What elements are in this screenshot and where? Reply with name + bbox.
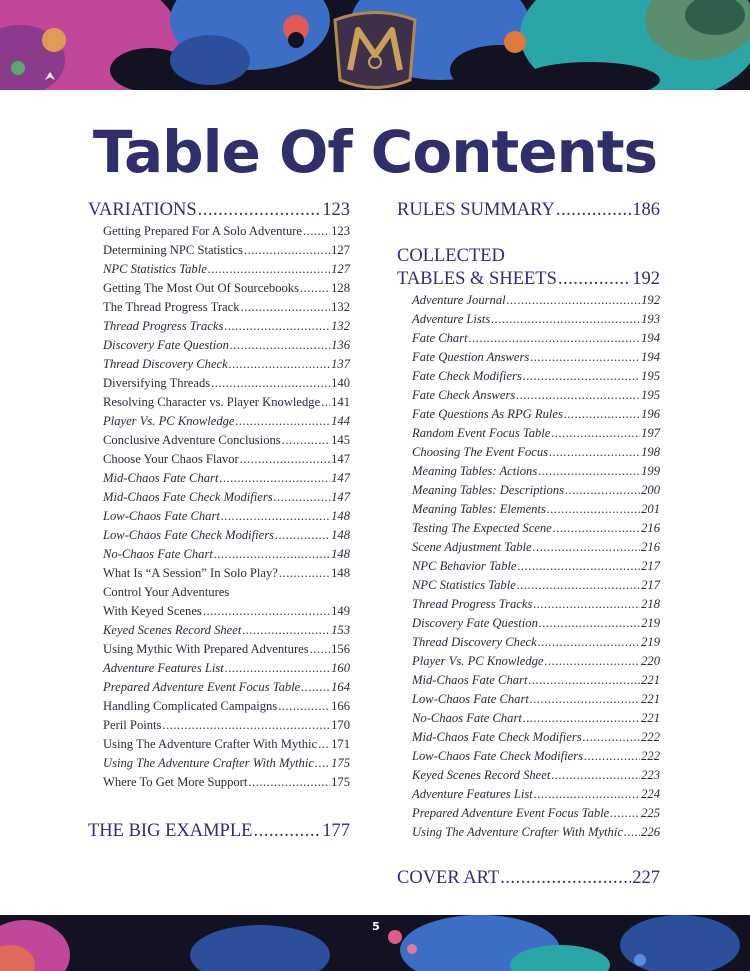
entry-title: Low-Chaos Fate Chart <box>412 692 529 706</box>
dot-leader <box>551 766 640 785</box>
dot-leader <box>538 633 640 652</box>
entry-title: Thread Progress Tracks <box>103 319 224 333</box>
dot-leader <box>584 747 640 766</box>
toc-entry[interactable] <box>88 393 350 412</box>
entry-title: Keyed Scenes Record Sheet <box>103 623 242 637</box>
dot-leader <box>517 576 640 595</box>
toc-entry[interactable] <box>88 507 350 526</box>
section-label: RULES SUMMARY <box>397 200 555 220</box>
entry-page: 192 <box>641 293 660 307</box>
entry-page: 175 <box>331 775 350 789</box>
entry-title: Low-Chaos Fate Chart <box>103 509 220 523</box>
entry-page: 132 <box>331 300 350 314</box>
entry-title: Adventure Journal <box>412 293 506 307</box>
dot-leader <box>275 526 330 545</box>
entry-title: Determining NPC Statistics <box>103 243 243 257</box>
section-label: VARIATIONS <box>88 200 197 220</box>
toc-entry[interactable] <box>397 614 660 633</box>
entry-page: 132 <box>331 319 350 333</box>
toc-entry[interactable] <box>397 766 660 785</box>
toc-entry[interactable] <box>88 678 350 697</box>
entry-title: NPC Statistics Table <box>103 262 207 276</box>
section-page: 192 <box>632 269 660 289</box>
dot-leader <box>551 424 640 443</box>
dot-leader <box>547 500 640 519</box>
toc-right-column <box>397 198 660 890</box>
entry-title: Low-Chaos Fate Check Modifiers <box>412 749 584 763</box>
section-label: COVER ART <box>397 868 500 888</box>
toc-entry[interactable] <box>397 728 660 747</box>
dot-leader <box>225 659 330 678</box>
dot-leader <box>318 735 330 754</box>
entry-title: Resolving Character vs. Player Knowledge <box>103 395 321 409</box>
entry-title: Fate Check Modifiers <box>412 369 522 383</box>
entry-page: 123 <box>331 224 350 238</box>
entry-page: 196 <box>641 407 660 421</box>
toc-entry[interactable] <box>88 317 350 336</box>
dot-leader <box>624 823 640 842</box>
entry-page: 222 <box>641 730 660 744</box>
toc-entry[interactable] <box>397 462 660 481</box>
toc-entry[interactable] <box>88 431 350 450</box>
dot-leader <box>549 443 640 462</box>
toc-entry[interactable] <box>397 576 660 595</box>
entry-page: 147 <box>331 471 350 485</box>
dot-leader <box>610 804 640 823</box>
toc-section-big-example[interactable] <box>88 819 350 843</box>
toc-left-column <box>88 198 350 843</box>
dot-leader <box>553 519 640 538</box>
dot-leader <box>274 488 330 507</box>
dot-leader <box>303 222 330 241</box>
dot-leader <box>229 355 330 374</box>
dot-leader <box>282 431 330 450</box>
entry-title: Fate Chart <box>412 331 468 345</box>
entry-title: With Keyed Scenes <box>103 604 202 618</box>
toc-entry[interactable] <box>88 488 350 507</box>
entry-title: No-Chaos Fate Chart <box>412 711 522 725</box>
entry-title: Thread Discovery Check <box>412 635 537 649</box>
entry-page: 175 <box>331 756 350 770</box>
dot-leader <box>558 267 631 291</box>
toc-entry[interactable] <box>88 564 350 583</box>
entry-page: 147 <box>331 490 350 504</box>
toc-entry[interactable] <box>397 310 660 329</box>
toc-entry[interactable] <box>88 279 350 298</box>
dot-leader <box>278 697 330 716</box>
dot-leader <box>500 866 631 890</box>
entry-title: Meaning Tables: Descriptions <box>412 483 565 497</box>
entry-page: 153 <box>331 623 350 637</box>
entry-page: 156 <box>331 642 350 656</box>
entry-title: Getting Prepared For A Solo Adventure <box>103 224 303 238</box>
entry-page: 201 <box>641 502 660 516</box>
dot-leader <box>162 716 330 735</box>
dot-leader <box>538 462 640 481</box>
dot-leader <box>242 621 330 640</box>
entry-title: Using The Adventure Crafter With Mythic <box>412 825 623 839</box>
entry-page: 219 <box>641 616 660 630</box>
entry-title: Where To Get More Support <box>103 775 248 789</box>
toc-entry[interactable] <box>397 500 660 519</box>
toc-section-rules-summary[interactable] <box>397 198 660 222</box>
dot-leader <box>321 393 330 412</box>
entry-page: 199 <box>641 464 660 478</box>
toc-section-collected-line1[interactable]: COLLECTED <box>397 246 505 266</box>
entry-page: 224 <box>641 787 660 801</box>
dot-leader <box>491 310 640 329</box>
entry-title: Fate Question Answers <box>412 350 530 364</box>
entry-title: Discovery Fate Question <box>412 616 538 630</box>
entry-title: Mid-Chaos Fate Check Modifiers <box>103 490 273 504</box>
toc-section-collected[interactable] <box>397 267 660 291</box>
dot-leader <box>533 595 640 614</box>
toc-entry[interactable] <box>88 640 350 659</box>
toc-entry[interactable] <box>397 519 660 538</box>
entry-page: 221 <box>641 711 660 725</box>
toc-entry[interactable] <box>88 450 350 469</box>
entry-title: Prepared Adventure Event Focus Table <box>412 806 610 820</box>
entry-page: 193 <box>641 312 660 326</box>
toc-entry[interactable] <box>397 804 660 823</box>
toc-entry[interactable] <box>88 716 350 735</box>
toc-entry[interactable] <box>397 538 660 557</box>
dot-leader <box>533 538 640 557</box>
entry-page: 137 <box>331 357 350 371</box>
entry-page: 217 <box>641 578 660 592</box>
entry-page: 171 <box>331 737 350 751</box>
dot-leader <box>517 557 640 576</box>
toc-entry[interactable] <box>397 367 660 386</box>
entry-page: 195 <box>641 369 660 383</box>
entry-page: 160 <box>331 661 350 675</box>
dot-leader <box>516 386 640 405</box>
page-title: Table Of Contents <box>92 118 658 186</box>
entry-title: Fate Questions As RPG Rules <box>412 407 563 421</box>
toc-entry[interactable] <box>397 291 660 310</box>
toc-entry[interactable] <box>88 526 350 545</box>
dot-leader <box>279 564 330 583</box>
entry-title: Testing The Expected Scene <box>412 521 552 535</box>
entry-title: Player Vs. PC Knowledge <box>103 414 235 428</box>
toc-entry[interactable] <box>88 412 350 431</box>
dot-leader <box>556 198 631 222</box>
toc-entry[interactable] <box>88 697 350 716</box>
entry-page: 194 <box>641 350 660 364</box>
entry-title: Mid-Chaos Fate Chart <box>412 673 528 687</box>
entry-title: NPC Statistics Table <box>412 578 516 592</box>
entry-title: Using The Adventure Crafter With Mythic <box>103 737 318 751</box>
dot-leader <box>198 198 322 222</box>
dot-leader <box>530 690 640 709</box>
toc-entry[interactable] <box>88 735 350 754</box>
entry-title: Using Mythic With Prepared Adventures <box>103 642 309 656</box>
toc-entry-line[interactable]: Control Your Adventures <box>103 585 230 599</box>
dot-leader <box>528 671 640 690</box>
toc-section-variations[interactable] <box>88 198 350 222</box>
toc-entry[interactable] <box>88 659 350 678</box>
toc-entry[interactable] <box>397 823 660 842</box>
toc-entry[interactable] <box>88 374 350 393</box>
dot-leader <box>523 709 640 728</box>
entry-title: NPC Behavior Table <box>412 559 517 573</box>
dot-leader <box>310 640 330 659</box>
toc-entry[interactable] <box>397 690 660 709</box>
entry-title: Thread Discovery Check <box>103 357 228 371</box>
dot-leader <box>253 819 321 843</box>
section-label: THE BIG EXAMPLE <box>88 821 253 841</box>
entry-title: Scene Adjustment Table <box>412 540 532 554</box>
entry-page: 217 <box>641 559 660 573</box>
entry-title: Adventure Features List <box>103 661 224 675</box>
toc-entry[interactable] <box>88 754 350 773</box>
section-label: TABLES & SHEETS <box>397 269 557 289</box>
toc-entry[interactable] <box>88 545 350 564</box>
entry-title: Choose Your Chaos Flavor <box>103 452 239 466</box>
toc-entry[interactable] <box>88 298 350 317</box>
dot-leader <box>230 336 330 355</box>
section-page: 123 <box>322 200 350 220</box>
dot-leader <box>564 405 640 424</box>
entry-page: 221 <box>641 692 660 706</box>
dot-leader <box>530 348 640 367</box>
entry-page: 200 <box>641 483 660 497</box>
entry-title: Adventure Lists <box>412 312 491 326</box>
toc-entry[interactable] <box>88 355 350 374</box>
entry-page: 148 <box>331 509 350 523</box>
toc-entry[interactable] <box>88 469 350 488</box>
dot-leader <box>244 241 330 260</box>
entry-title: No-Chaos Fate Chart <box>103 547 213 561</box>
entry-title: Adventure Features List <box>412 787 533 801</box>
toc-entry[interactable] <box>88 222 350 241</box>
entry-title: The Thread Progress Track <box>103 300 240 314</box>
toc-entry[interactable] <box>397 443 660 462</box>
dot-leader <box>241 298 331 317</box>
dot-leader <box>300 279 330 298</box>
toc-entry[interactable] <box>88 773 350 792</box>
toc-entry[interactable] <box>397 405 660 424</box>
entry-page: 145 <box>331 433 350 447</box>
entry-title: Prepared Adventure Event Focus Table <box>103 680 301 694</box>
entry-page: 141 <box>331 395 350 409</box>
entry-page: 220 <box>641 654 660 668</box>
entry-title: Random Event Focus Table <box>412 426 551 440</box>
entry-page: 216 <box>641 521 660 535</box>
dot-leader <box>240 450 330 469</box>
toc-entry[interactable] <box>88 241 350 260</box>
entry-title: Discovery Fate Question <box>103 338 229 352</box>
entry-page: 222 <box>641 749 660 763</box>
entry-page: 194 <box>641 331 660 345</box>
entry-page: 140 <box>331 376 350 390</box>
dot-leader <box>523 367 640 386</box>
entry-page: 218 <box>641 597 660 611</box>
entry-page: 127 <box>331 262 350 276</box>
dot-leader <box>236 412 331 431</box>
dot-leader <box>221 507 330 526</box>
entry-page: 226 <box>641 825 660 839</box>
entry-title: What Is “A Session” In Solo Play? <box>103 566 278 580</box>
entry-title: Low-Chaos Fate Check Modifiers <box>103 528 275 542</box>
entry-page: 170 <box>331 718 350 732</box>
section-page: 227 <box>632 868 660 888</box>
toc-entry[interactable] <box>397 652 660 671</box>
entry-page: 225 <box>641 806 660 820</box>
entry-page: 128 <box>331 281 350 295</box>
toc-entry[interactable] <box>397 747 660 766</box>
entry-title: Mid-Chaos Fate Chart <box>103 471 219 485</box>
entry-page: 216 <box>641 540 660 554</box>
toc-entry[interactable] <box>397 671 660 690</box>
entry-page: 136 <box>331 338 350 352</box>
dot-leader <box>224 317 330 336</box>
dot-leader <box>219 469 330 488</box>
dot-leader <box>315 754 330 773</box>
toc-entry[interactable] <box>88 621 350 640</box>
entry-page: 221 <box>641 673 660 687</box>
entry-title: Peril Points <box>103 718 162 732</box>
entry-page: 195 <box>641 388 660 402</box>
section-page: 186 <box>632 200 660 220</box>
entry-title: Choosing The Event Focus <box>412 445 549 459</box>
entry-title: Conclusive Adventure Conclusions <box>103 433 281 447</box>
entry-page: 148 <box>331 566 350 580</box>
toc-entry[interactable] <box>397 709 660 728</box>
dot-leader <box>583 728 640 747</box>
toc-entry[interactable] <box>397 424 660 443</box>
entry-page: 198 <box>641 445 660 459</box>
entry-page: 144 <box>331 414 350 428</box>
entry-title: Keyed Scenes Record Sheet <box>412 768 551 782</box>
entry-page: 197 <box>641 426 660 440</box>
entry-page: 164 <box>331 680 350 694</box>
toc-section-cover-art[interactable] <box>397 866 660 890</box>
toc-entry[interactable] <box>88 602 350 621</box>
entry-title: Thread Progress Tracks <box>412 597 533 611</box>
toc-entry[interactable] <box>397 329 660 348</box>
mythic-logo-emblem <box>335 13 415 88</box>
entry-title: Player Vs. PC Knowledge <box>412 654 544 668</box>
dot-leader <box>507 291 640 310</box>
entry-title: Meaning Tables: Elements <box>412 502 546 516</box>
toc-entry[interactable] <box>397 595 660 614</box>
entry-title: Diversifying Threads <box>103 376 211 390</box>
entry-page: 219 <box>641 635 660 649</box>
toc-entry[interactable] <box>397 785 660 804</box>
dot-leader <box>301 678 330 697</box>
entry-title: Getting The Most Out Of Sourcebooks <box>103 281 300 295</box>
dot-leader <box>565 481 640 500</box>
page-number: 5 <box>372 920 380 933</box>
entry-title: Using The Adventure Crafter With Mythic <box>103 756 314 770</box>
dot-leader <box>203 602 330 621</box>
top-banner-illustration <box>0 0 750 90</box>
entry-title: Mid-Chaos Fate Check Modifiers <box>412 730 582 744</box>
dot-leader <box>469 329 640 348</box>
toc-entry[interactable] <box>397 633 660 652</box>
toc-entry[interactable] <box>397 348 660 367</box>
toc-entry[interactable] <box>397 481 660 500</box>
toc-entry[interactable] <box>88 336 350 355</box>
entry-page: 223 <box>641 768 660 782</box>
entry-page: 148 <box>331 547 350 561</box>
entry-page: 149 <box>331 604 350 618</box>
entry-page: 127 <box>331 243 350 257</box>
toc-entry[interactable] <box>397 386 660 405</box>
entry-page: 148 <box>331 528 350 542</box>
dot-leader <box>214 545 330 564</box>
entry-title: Handling Complicated Campaigns <box>103 699 278 713</box>
dot-leader <box>208 260 330 279</box>
dot-leader <box>211 374 330 393</box>
toc-entry[interactable] <box>88 260 350 279</box>
entry-page: 147 <box>331 452 350 466</box>
toc-entry[interactable] <box>397 557 660 576</box>
dot-leader <box>248 773 330 792</box>
entry-title: Meaning Tables: Actions <box>412 464 538 478</box>
entry-title: Fate Check Answers <box>412 388 516 402</box>
dot-leader <box>534 785 640 804</box>
dot-leader <box>545 652 641 671</box>
section-page: 177 <box>322 821 350 841</box>
dot-leader <box>539 614 640 633</box>
top-banner-art <box>0 0 750 90</box>
entry-page: 166 <box>331 699 350 713</box>
